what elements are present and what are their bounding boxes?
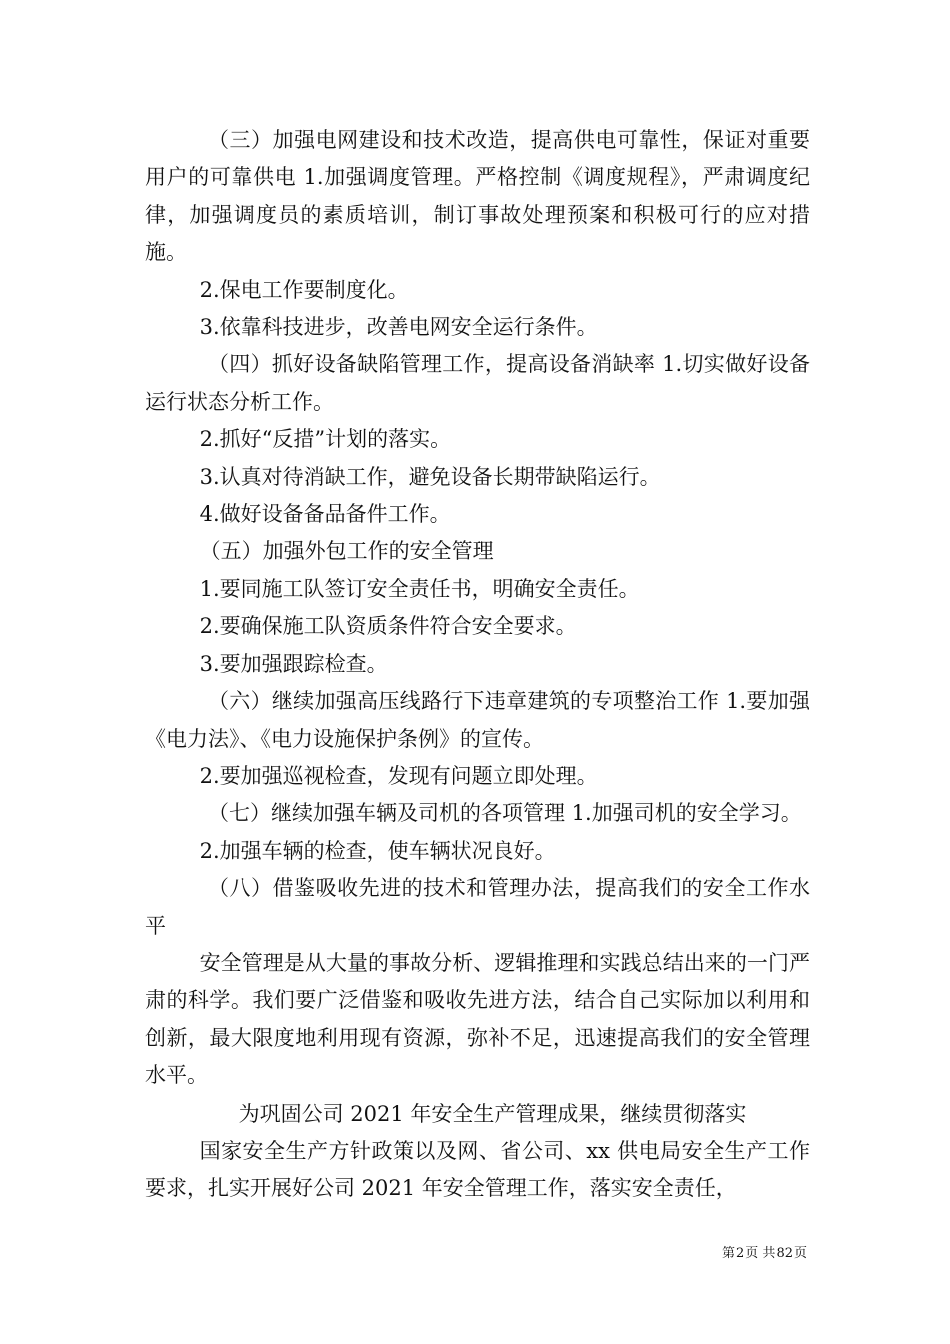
list-item: 4.做好设备备品备件工作。 [199, 502, 451, 527]
section-heading-6: （六）继续加强高压线路行下违章建筑的专项整治工作 1.要加强《电力法》、《电力设施保护条例》的宣传。 [145, 689, 810, 751]
page-number-footer [722, 1245, 807, 1263]
list-item: 3.依靠科技进步，改善电网安全运行条件。 [199, 315, 598, 340]
section-heading-8: （八）借鉴吸收先进的技术和管理办法，提高我们的安全工作水平 [145, 876, 810, 938]
footer-middle: 页 共 [745, 1246, 776, 1261]
current-page-number: 2 [736, 1246, 745, 1261]
total-pages-number: 82 [776, 1246, 793, 1261]
body-paragraph: 安全管理是从大量的事故分析、逻辑推理和实践总结出来的一门严肃的科学。我们要广泛借鉴和吸收先进方法，结合自己实际加以利用和创新，最大限度地利用现有资源，弥补不足，迅速提高我们的安全管理水平。 [145, 950, 810, 1088]
list-item: 2.要加强巡视检查，发现有问题立即处理。 [199, 763, 598, 788]
list-item: 2.抓好“反措”计划的落实。 [199, 427, 452, 452]
centered-line: 为巩固公司 2021 年安全生产管理成果，继续贯彻落实 [238, 1101, 747, 1126]
document-body [145, 122, 810, 1208]
body-paragraph: 国家安全生产方针政策以及网、省公司、xx 供电局安全生产工作要求，扎实开展好公司 2021 年安全管理工作，落实安全责任， [145, 1138, 810, 1201]
footer-suffix: 页 [793, 1246, 807, 1261]
list-item: 2.保电工作要制度化。 [199, 277, 409, 302]
footer-prefix: 第 [722, 1246, 736, 1261]
list-item: 2.加强车辆的检查，使车辆状况良好。 [199, 838, 556, 863]
section-heading-3: （三）加强电网建设和技术改造，提高供电可靠性，保证对重要用户的可靠供电 1.加强调度管理。严格控制《调度规程》，严肃调度纪律，加强调度员的素质培训，制订事故处理预案和积极可行的应对措施。 [145, 128, 810, 265]
list-item: 3.认真对待消缺工作，避免设备长期带缺陷运行。 [199, 464, 661, 489]
list-item: 2.要确保施工队资质条件符合安全要求。 [199, 614, 577, 639]
section-heading-5: （五）加强外包工作的安全管理 [199, 539, 494, 564]
section-heading-4: （四）抓好设备缺陷管理工作，提高设备消缺率 1.切实做好设备运行状态分析工作。 [145, 352, 810, 414]
list-item: 1.要同施工队签订安全责任书，明确安全责任。 [199, 576, 640, 601]
list-item: 3.要加强跟踪检查。 [199, 651, 388, 676]
section-heading-7: （七）继续加强车辆及司机的各项管理 1.加强司机的安全学习。 [208, 801, 802, 826]
